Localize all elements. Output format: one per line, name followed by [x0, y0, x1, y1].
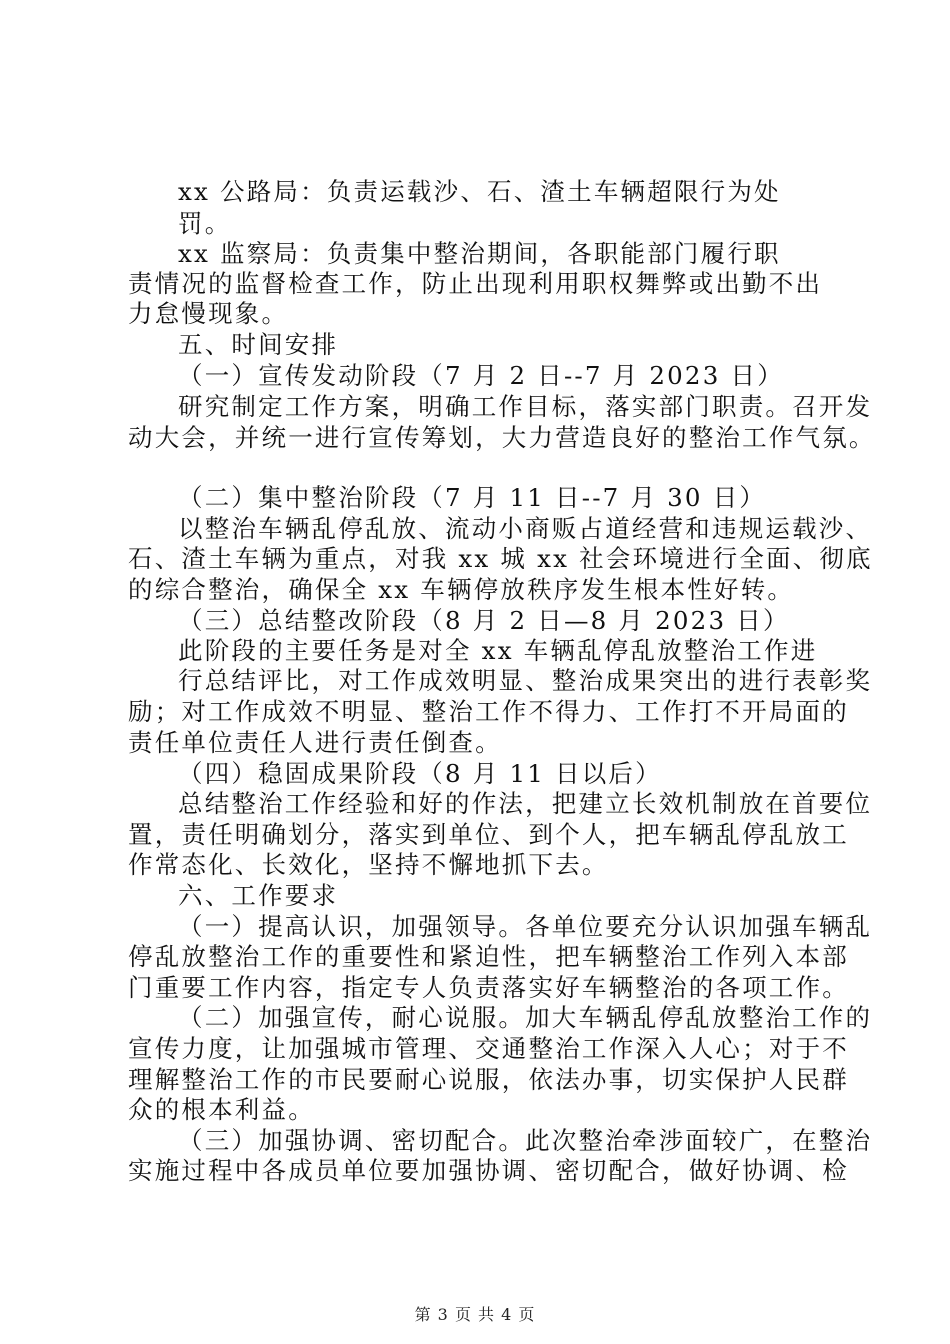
text-line: 众的根本利益。 [128, 1095, 315, 1124]
subsection-heading: （三）总结整改阶段（8 月 2 日—8 月 2023 日） [178, 606, 790, 635]
text-line: 力怠慢现象。 [128, 299, 289, 328]
text-line: 责任单位责任人进行责任倒查。 [128, 728, 502, 757]
section-heading: 六、工作要求 [178, 881, 339, 910]
text-line: 总结整治工作经验和好的作法，把建立长效机制放在首要位 [178, 789, 873, 818]
text-line: 罚。 [178, 209, 232, 238]
section-heading: 五、时间安排 [178, 330, 339, 359]
text-line: 石、渣土车辆为重点，对我 xx 城 xx 社会环境进行全面、彻底 [128, 544, 873, 573]
text-line: 作常态化、长效化，坚持不懈地抓下去。 [128, 850, 609, 879]
text-line: 行总结评比，对工作成效明显、整治成果突出的进行表彰奖 [178, 666, 873, 695]
text-line: 宣传力度，让加强城市管理、交通整治工作深入人心；对于不 [128, 1034, 849, 1063]
subsection-heading: （四）稳固成果阶段（8 月 11 日以后） [178, 759, 662, 788]
text-line: 责情况的监督检查工作，防止出现利用职权舞弊或出勤不出 [128, 269, 823, 298]
text-line: 励；对工作成效不明显、整治工作不得力、工作打不开局面的 [128, 697, 849, 726]
text-line: （三）加强协调、密切配合。此次整治牵涉面较广，在整治 [178, 1126, 873, 1155]
text-line: 实施过程中各成员单位要加强协调、密切配合，做好协调、检 [128, 1156, 849, 1185]
text-line: 门重要工作内容，指定专人负责落实好车辆整治的各项工作。 [128, 973, 849, 1002]
text-line: 停乱放整治工作的重要性和紧迫性，把车辆整治工作列入本部 [128, 942, 849, 971]
text-line: 置，责任明确划分，落实到单位、到个人，把车辆乱停乱放工 [128, 820, 849, 849]
text-line: （二）加强宣传，耐心说服。加大车辆乱停乱放整治工作的 [178, 1003, 873, 1032]
text-line: 研究制定工作方案，明确工作目标，落实部门职责。召开发 [178, 392, 873, 421]
text-line: 的综合整治，确保全 xx 车辆停放秩序发生根本性好转。 [128, 575, 795, 604]
page-footer: 第 3 页 共 4 页 [414, 1305, 536, 1324]
text-line: 此阶段的主要任务是对全 xx 车辆乱停乱放整治工作进 [178, 636, 818, 665]
text-line: （一）提高认识，加强领导。各单位要充分认识加强车辆乱 [178, 912, 873, 941]
text-line: 理解整治工作的市民要耐心说服，依法办事，切实保护人民群 [128, 1065, 849, 1094]
text-line: xx 监察局：负责集中整治期间，各职能部门履行职 [178, 239, 781, 268]
text-line: 以整治车辆乱停乱放、流动小商贩占道经营和违规运载沙、 [178, 514, 873, 543]
text-line: xx 公路局：负责运载沙、石、渣土车辆超限行为处 [178, 177, 781, 206]
text-line: 动大会，并统一进行宣传筹划，大力营造良好的整治工作气氛。 [128, 423, 876, 452]
subsection-heading: （二）集中整治阶段（7 月 11 日--7 月 30 日） [178, 483, 767, 512]
subsection-heading: （一）宣传发动阶段（7 月 2 日--7 月 2023 日） [178, 361, 784, 390]
